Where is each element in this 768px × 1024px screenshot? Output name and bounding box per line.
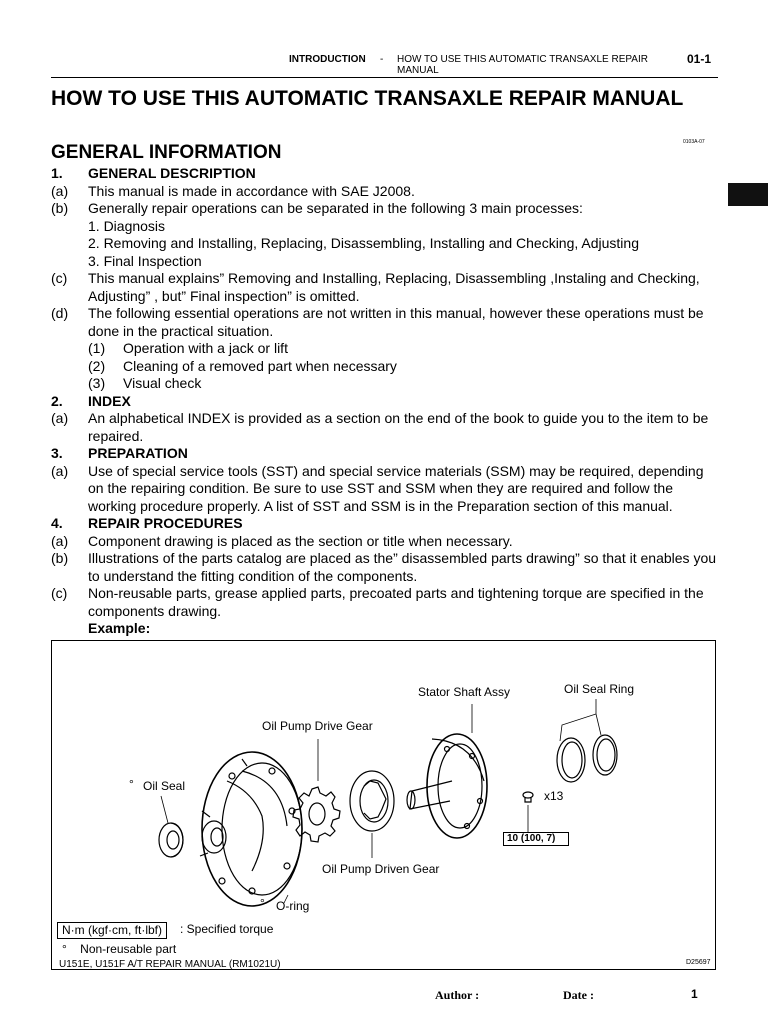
section-heading: 2. INDEX [51, 392, 131, 409]
list-item: (a) This manual is made in accordance with SAE J2008. [51, 182, 415, 199]
oil-pump-body-part [200, 752, 302, 906]
date-field: Date : [563, 988, 594, 1002]
oil-seal-ring-part [557, 735, 617, 782]
torque-legend-text: : Specified torque [180, 922, 274, 936]
list-item: (b) Illustrations of the parts catalog are placed as the” disassembled parts drawing” so that it enables you to understand the fitting condition of the components. [51, 550, 717, 584]
list-item: (a) Component drawing is placed as the section or title when necessary. [51, 532, 513, 549]
sub-item: 2. Removing and Installing, Replacing, Disassembling, Installing and Checking, Adjusting [88, 235, 639, 251]
sub-item: 3. Final Inspection [88, 252, 202, 269]
list-item: (b) Generally repair operations can be separated in the following 3 main processes: [51, 200, 583, 216]
document-code: 0103A-07 [683, 139, 705, 145]
non-reusable-mark: ° [129, 777, 134, 791]
non-reusable-text: Non-reusable part [80, 942, 177, 956]
bolt-part [523, 792, 533, 802]
non-reusable-legend [62, 942, 176, 956]
body-text [51, 165, 721, 638]
oil-seal-part [159, 823, 183, 857]
label-bolt-count: x13 [544, 789, 564, 803]
section-heading: 3. PREPARATION [51, 445, 188, 461]
label-oil-seal: Oil Seal [143, 779, 186, 793]
figure-manual-footer: U151E, U151F A/T REPAIR MANUAL (RM1021U) [59, 959, 281, 970]
label-o-ring: O-ring [276, 899, 310, 913]
component-figure [51, 640, 716, 970]
header-section: INTRODUCTION [289, 54, 366, 65]
list-item: (d) The following essential operations are not written in this manual, however these operations must be done in the practical situation. [51, 305, 704, 339]
list-item: (c) This manual explains” Removing and Installing, Replacing, Disassembling ,Instaling and Checking, Adjusting” , but” Final inspection” is omitted. [51, 270, 700, 304]
list-item: (c) Non-reusable parts, grease applied parts, precoated parts and tightening torque are specified in the components drawing. [51, 585, 704, 619]
header-dash: - [380, 54, 384, 65]
section-heading: 4. REPAIR PROCEDURES [51, 515, 243, 531]
section-title: GENERAL INFORMATION [51, 142, 282, 163]
torque-legend-box: N·m (kgf·cm, ft·lbf) [57, 922, 167, 939]
list-item: (a) An alphabetical INDEX is provided as a section on the end of the book to guide you to the item to be repaired. [51, 410, 709, 444]
label-driven-gear: Oil Pump Driven Gear [322, 862, 440, 876]
sub-item: (1) Operation with a jack or lift [88, 340, 288, 356]
sub-item: (2) Cleaning of a removed part when necessary [88, 357, 397, 374]
document-title: HOW TO USE THIS AUTOMATIC TRANSAXLE REPAIR MANUAL [51, 87, 684, 110]
sub-item: (3) Visual check [88, 375, 202, 391]
author-field: Author : [435, 988, 480, 1002]
header-page-code: 01-1 [687, 52, 712, 66]
page-number: 1 [691, 987, 698, 1001]
header-rule [51, 77, 718, 78]
example-label: Example: [88, 620, 151, 636]
label-drive-gear: Oil Pump Drive Gear [262, 719, 373, 733]
non-reusable-mark: ° [62, 942, 67, 956]
section-heading: 1. GENERAL DESCRIPTION [51, 165, 256, 181]
sub-item: 1. Diagnosis [88, 217, 166, 234]
torque-value-box: 10 (100, 7) [503, 832, 569, 846]
non-reusable-mark: ° [260, 896, 265, 910]
side-tab-marker [728, 183, 768, 206]
header-title: HOW TO USE THIS AUTOMATIC TRANSAXLE REPAIR MANUAL [397, 54, 648, 76]
label-oil-seal-ring: Oil Seal Ring [564, 682, 635, 696]
stator-shaft-part [407, 734, 487, 838]
label-stator-shaft: Stator Shaft Assy [418, 685, 511, 699]
drive-gear-part [293, 787, 340, 842]
list-item: (a) Use of special service tools (SST) and special service materials (SSM) may be required, depending on the repairing condition. Be sure to use SST and SSM when they are required and follow the working procedure properly. A list of SST and SSM is in the Preparation section of this manual. [51, 462, 704, 514]
figure-code: D25697 [686, 959, 711, 966]
driven-gear-part [350, 771, 394, 831]
